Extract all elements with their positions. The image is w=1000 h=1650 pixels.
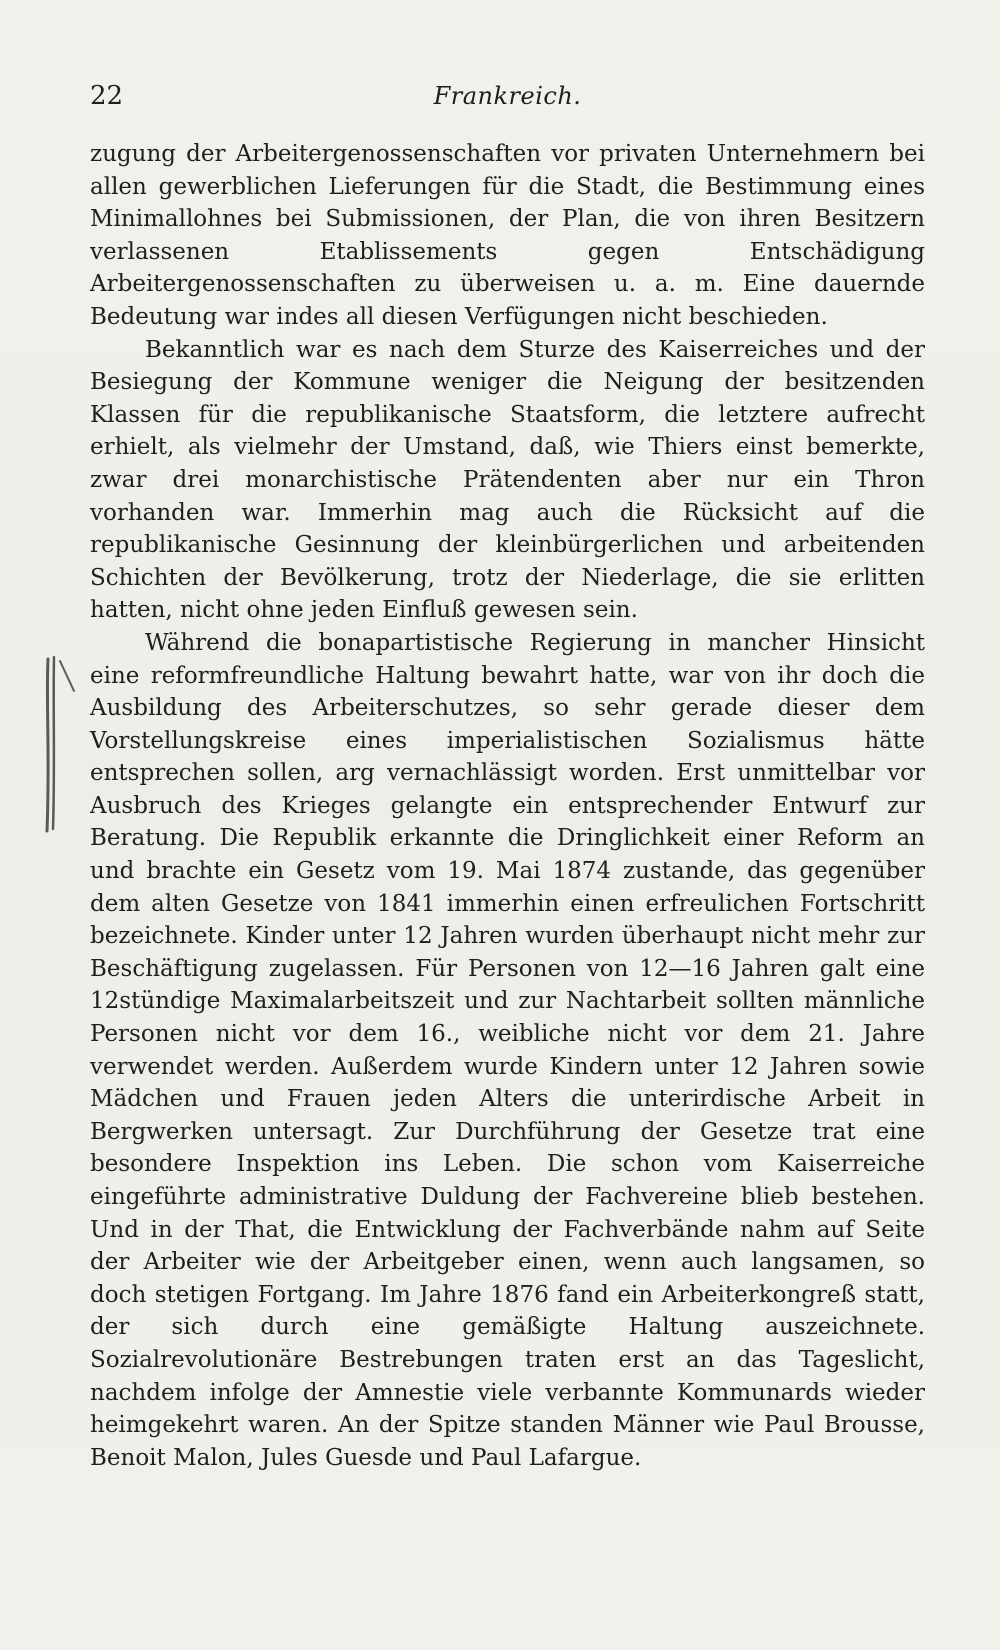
- body-text: [90, 138, 925, 1474]
- page-number: 22: [90, 81, 124, 111]
- pencil-margin-lines-icon: [38, 655, 78, 835]
- paragraph-continued: zugung der Arbeitergenossenschaften vor privaten Unternehmern bei allen gewerblichen Lieferungen für die Stadt, die Bestimmung eines Minimallohnes bei Submissionen, der Plan, die von ihren Besitzern verlassenen Etablissements gegen Entschädigung Arbeitergenossenschaften zu überweisen u. a. m. Eine dauernde Bedeutung war indes all diesen Verfügungen nicht beschieden.: [90, 141, 925, 330]
- running-head: Frankreich.: [433, 82, 582, 110]
- paragraph-labor-protection: Während die bonapartistische Regierung in mancher Hinsicht eine reformfreundliche Haltung bewahrt hatte, war von ihr doch die Ausbildung des Arbeiterschutzes, so sehr gerade dieser dem Vorstellungskreise eines imperialistischen Sozialismus hätte entsprechen sollen, arg vernachlässigt worden. Erst unmittelbar vor Ausbruch des Krieges gelangte ein entsprechender Entwurf zur Beratung. Die Republik erkannte die Dringlichkeit einer Reform an und brachte ein Gesetz vom 19. Mai 1874 zustande, das gegenüber dem alten Gesetze von 1841 immerhin einen erfreulichen Fortschritt bezeichnete. Kinder unter 12 Jahren wurden überhaupt nicht mehr zur Beschäftigung zugelassen. Für Personen von 12—16 Jahren galt eine 12stündige Maximalarbeitszeit und zur Nachtarbeit sollten männliche Personen nicht vor dem 16., weibliche nicht vor dem 21. Jahre verwendet werden. Außerdem wurde Kindern unter 12 Jahren sowie Mädchen und Frauen jeden Alters die unterirdische Arbeit in Bergwerken untersagt. Zur Durchführung der Gesetze trat eine besondere Inspektion ins Leben. Die schon vom Kaiserreiche eingeführte administrative Duldung der Fachvereine blieb bestehen. Und in der That, die Entwicklung der Fachverbände nahm auf Seite der Arbeiter wie der Arbeitgeber einen, wenn auch langsamen, so doch stetigen Fortgang. Im Jahre 1876 fand ein Arbeiterkongreß statt, der sich durch eine gemäßigte Haltung auszeichnete. Sozialrevolutionäre Bestrebungen traten erst an das Tageslicht, nachdem infolge der Amnestie viele verbannte Kommunards wieder heimgekehrt waren. An der Spitze standen Männer wie Paul Brousse, Benoit Malon, Jules Guesde und Paul Lafargue.: [90, 629, 925, 1471]
- page-header: [90, 78, 925, 114]
- paragraph-republic: Bekanntlich war es nach dem Sturze des Kaiserreiches und der Besiegung der Kommune weniger die Neigung der besitzenden Klassen für die republikanische Staatsform, die letztere aufrecht erhielt, als vielmehr der Umstand, daß, wie Thiers einst bemerkte, zwar drei monarchistische Prätendenten aber nur ein Thron vorhanden war. Immerhin mag auch die Rücksicht auf die republikanische Gesinnung der kleinbürgerlichen und arbeitenden Schichten der Bevölkerung, trotz der Niederlage, die sie erlitten hatten, nicht ohne jeden Einfluß gewesen sein.: [90, 336, 925, 624]
